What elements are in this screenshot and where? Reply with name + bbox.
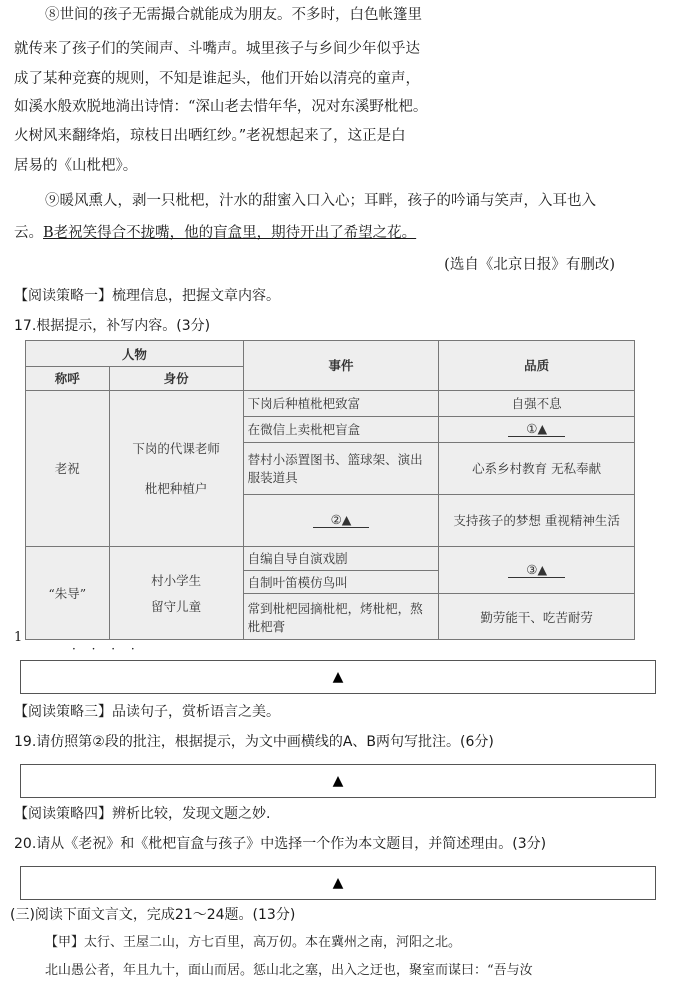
laozhu-identity [109,390,243,546]
answer-marker-triangle: ▲ [332,773,344,789]
passage-line-3: 成了某种竞赛的规则，不知是谁起头，他们开始以清亮的童声， [14,71,420,87]
laozhu-quality-blank-1 [439,416,635,442]
zhudao-identity [109,546,243,639]
blank-1: ①▲ [508,421,565,437]
laozhu-event-1: 下岗后种植枇杷致富 [243,390,439,416]
laozhu-quality-1: 自强不息 [439,390,635,416]
passage-line-8-text: 云。 [14,225,43,241]
zhudao-event-1: 自编自导自演戏剧 [243,546,439,570]
blank-2: ②▲ [313,512,370,528]
zhudao-event-3: 常到枇杷园摘枇杷，烤枇杷，熬枇杷膏 [243,594,439,640]
answer-marker-triangle: ▲ [332,875,344,891]
ancient-text-line-1: 【甲】太行、王屋二山，方七百里，高万仞。本在冀州之南，河阳之北。 [45,935,462,950]
zhudao-quality-blank [439,546,635,594]
laozhu-quality-3: 心系乡村教育 无私奉献 [439,442,635,494]
passage-line-6: 居易的《山枇杷》。 [14,158,138,174]
character-table-grid [25,340,635,640]
laozhu-identity-2: 枇杷种植户 [144,481,208,497]
answer-box-19[interactable] [20,764,656,798]
laozhu-identity-1: 下岗的代课老师 [132,441,220,457]
passage-line-7: ⑨暖风熏人，剥一只枇杷，汁水的甜蜜入口入心；耳畔，孩子的吟诵与笑声，入耳也入 [45,193,596,209]
header-event: 事件 [243,341,439,391]
header-title: 称呼 [26,367,110,391]
answer-box-18[interactable] [20,660,656,694]
passage-line-8 [14,224,416,242]
header-person: 人物 [26,341,244,367]
blank-3: ③▲ [508,562,565,578]
header-quality: 品质 [439,341,635,391]
section-3-heading: (三)阅读下面文言文，完成21～24题。(13分) [10,907,296,923]
laozhu-event-3: 替村小添置图书、篮球架、演出服装道具 [243,442,439,494]
underlined-sentence-b: B老祝笑得合不拢嘴，他的盲盒里，期待开出了希望之花。 [43,225,417,241]
zhudao-quality-2: 勤劳能干、吃苦耐劳 [439,594,635,640]
zhudao-event-2: 自制叶笛模仿鸟叫 [243,570,439,594]
passage-line-2: 就传来了孩子们的笑闹声、斗嘴声。城里孩子与乡间少年似乎达 [14,41,420,57]
strategy-3-heading: 【阅读策略三】品读句子，赏析语言之美。 [14,704,280,720]
source-citation: (选自《北京日报》有删改) [444,257,615,273]
emphasis-dots: · · · · [72,642,141,656]
ancient-text-line-2: 北山愚公者，年且九十，面山而居。惩山北之塞，出入之迂也，聚室而谋曰：“吾与汝 [45,963,533,978]
zhudao-identity-2: 留守儿童 [151,598,202,614]
question-17: 17.根据提示，补写内容。(3分) [14,318,211,334]
header-identity: 身份 [109,367,243,391]
laozhu-event-blank [243,494,439,546]
passage-line-4: 如溪水般欢脱地淌出诗情：“深山老去惜年华，况对东溪野枇杷。 [14,99,428,115]
question-20: 20.请从《老祝》和《枇杷盲盒与孩子》中选择一个作为本文题目，并简述理由。(3分) [14,836,547,852]
passage-line-5: 火树风来翻绛焰，琼枝日出晒红纱。”老祝想起来了，这正是白 [14,128,406,144]
question-19: 19.请仿照第②段的批注，根据提示，为文中画横线的A、B两句写批注。(6分) [14,734,494,750]
zhudao-identity-1: 村小学生 [151,572,202,588]
answer-box-20[interactable] [20,866,656,900]
zhudao-title: “朱导” [26,546,110,639]
laozhu-quality-4: 支持孩子的梦想 重视精神生活 [439,494,635,546]
answer-marker-triangle: ▲ [332,669,344,685]
laozhu-event-2: 在微信上卖枇杷盲盒 [243,416,439,442]
strategy-4-heading: 【阅读策略四】辨析比较，发现文题之妙. [14,806,271,822]
laozhu-title: 老祝 [26,390,110,546]
character-table [25,340,635,640]
passage-line-1: ⑧世间的孩子无需撮合就能成为朋友。不多时，白色帐篷里 [45,7,422,23]
strategy-1-heading: 【阅读策略一】梳理信息，把握文章内容。 [14,288,280,304]
stray-question-number: 1 [14,630,23,645]
